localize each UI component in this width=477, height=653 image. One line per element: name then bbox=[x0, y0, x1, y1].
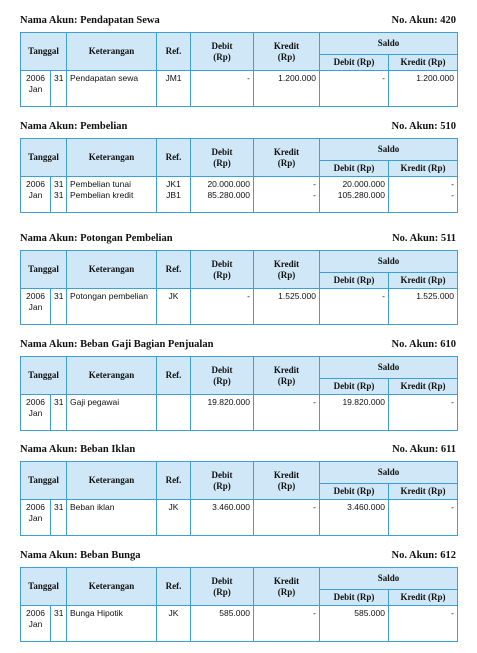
cell-ref bbox=[157, 177, 191, 213]
header-kredit-label: Kredit bbox=[273, 258, 300, 269]
entry-kredit: - bbox=[313, 608, 316, 618]
cell-saldo-debit bbox=[320, 71, 389, 107]
header-kredit-label: Kredit bbox=[273, 146, 300, 157]
account-name: Nama Akun: Beban Gaji Bagian Penjualan bbox=[20, 339, 214, 350]
cell-saldo-debit bbox=[320, 606, 389, 642]
entry-desc: Pendapatan sewa bbox=[70, 73, 139, 83]
cell-debit bbox=[191, 177, 254, 213]
account-header bbox=[20, 14, 456, 28]
cell-year-month bbox=[21, 395, 51, 431]
cell-kredit bbox=[254, 606, 320, 642]
header-ref: Ref. bbox=[157, 139, 191, 177]
header-saldo-kredit: Kredit (Rp) bbox=[389, 55, 458, 71]
entry-year: 2006 bbox=[26, 179, 45, 189]
entry-desc: Gaji pegawai bbox=[70, 397, 120, 407]
cell-year-month bbox=[21, 177, 51, 213]
header-ref: Ref. bbox=[157, 568, 191, 606]
header-kredit bbox=[254, 33, 320, 71]
cell-saldo-kredit bbox=[389, 289, 458, 325]
header-saldo-debit: Debit (Rp) bbox=[320, 161, 389, 177]
ledger-body bbox=[21, 289, 458, 325]
account-name: Nama Akun: Pendapatan Sewa bbox=[20, 15, 160, 26]
ledger-table bbox=[20, 461, 458, 536]
account-name: Nama Akun: Pembelian bbox=[20, 121, 128, 132]
ledger-table bbox=[20, 356, 458, 431]
header-debit-label: Debit bbox=[211, 258, 233, 269]
header-saldo-debit: Debit (Rp) bbox=[320, 484, 389, 500]
header-ref: Ref. bbox=[157, 251, 191, 289]
entry-ref: JK bbox=[168, 608, 179, 618]
header-debit bbox=[191, 251, 254, 289]
entry-desc: Potongan pembelian bbox=[70, 291, 148, 301]
entry-year: 2006 bbox=[26, 73, 45, 83]
cell-debit bbox=[191, 395, 254, 431]
entry-ref: JM1 bbox=[165, 73, 182, 83]
cell-keterangan bbox=[67, 606, 157, 642]
header-keterangan: Keterangan bbox=[67, 568, 157, 606]
account-header bbox=[20, 338, 456, 352]
entry-saldo-kredit: - bbox=[451, 179, 455, 189]
entry-day: 31 bbox=[54, 502, 64, 512]
ledger-body bbox=[21, 395, 458, 431]
entry-debit: 585.000 bbox=[219, 608, 250, 618]
header-debit bbox=[191, 357, 254, 395]
cell-day bbox=[51, 289, 67, 325]
header-saldo-kredit: Kredit (Rp) bbox=[389, 590, 458, 606]
cell-keterangan bbox=[67, 177, 157, 213]
table-row bbox=[21, 71, 458, 107]
header-debit-unit: (Rp) bbox=[213, 51, 231, 62]
entry-ref bbox=[160, 397, 187, 408]
entry-kredit: - bbox=[313, 502, 316, 512]
header-kredit-unit: (Rp) bbox=[277, 375, 296, 386]
entry-year: 2006 bbox=[26, 291, 45, 301]
entry-debit: 85.280.000 bbox=[207, 190, 250, 200]
cell-year-month bbox=[21, 606, 51, 642]
cell-keterangan bbox=[67, 395, 157, 431]
ledger-table bbox=[20, 32, 458, 107]
cell-saldo-debit bbox=[320, 177, 389, 213]
cell-saldo-kredit bbox=[389, 395, 458, 431]
header-kredit-label: Kredit bbox=[273, 469, 300, 480]
table-row bbox=[21, 395, 458, 431]
cell-year-month bbox=[21, 500, 51, 536]
header-debit-unit: (Rp) bbox=[213, 269, 231, 280]
entry-kredit: - bbox=[313, 190, 316, 200]
cell-kredit bbox=[254, 289, 320, 325]
cell-ref bbox=[157, 71, 191, 107]
entry-saldo-kredit: - bbox=[451, 190, 455, 200]
entry-saldo-debit: 105.280.000 bbox=[337, 190, 385, 200]
cell-saldo-debit bbox=[320, 500, 389, 536]
cell-debit bbox=[191, 71, 254, 107]
entry-kredit: 1.525.000 bbox=[278, 291, 316, 301]
entry-debit: 3.460.000 bbox=[212, 502, 250, 512]
cell-debit bbox=[191, 606, 254, 642]
account-name: Nama Akun: Potongan Pembelian bbox=[20, 233, 173, 244]
entry-year: 2006 bbox=[26, 502, 45, 512]
header-tanggal: Tanggal bbox=[21, 568, 67, 606]
header-debit-unit: (Rp) bbox=[213, 586, 231, 597]
ledger-body bbox=[21, 500, 458, 536]
account-name: Nama Akun: Beban Bunga bbox=[20, 550, 141, 561]
entry-saldo-kredit: 1.200.000 bbox=[416, 73, 455, 83]
header-debit-unit: (Rp) bbox=[213, 480, 231, 491]
cell-day bbox=[51, 177, 67, 213]
header-kredit bbox=[254, 462, 320, 500]
cell-saldo-kredit bbox=[389, 177, 458, 213]
ledger-body bbox=[21, 177, 458, 213]
cell-keterangan bbox=[67, 500, 157, 536]
header-saldo: Saldo bbox=[320, 139, 458, 161]
cell-saldo-kredit bbox=[389, 606, 458, 642]
header-saldo: Saldo bbox=[320, 568, 458, 590]
entry-saldo-kredit: - bbox=[451, 608, 455, 618]
table-row bbox=[21, 606, 458, 642]
header-saldo-debit: Debit (Rp) bbox=[320, 55, 389, 71]
cell-ref bbox=[157, 606, 191, 642]
header-saldo-kredit: Kredit (Rp) bbox=[389, 484, 458, 500]
header-saldo: Saldo bbox=[320, 33, 458, 55]
cell-day bbox=[51, 395, 67, 431]
entry-saldo-kredit: - bbox=[451, 397, 455, 407]
header-tanggal: Tanggal bbox=[21, 139, 67, 177]
header-debit bbox=[191, 33, 254, 71]
entry-saldo-debit: 3.460.000 bbox=[347, 502, 385, 512]
cell-day bbox=[51, 71, 67, 107]
header-debit-label: Debit bbox=[211, 40, 233, 51]
cell-keterangan bbox=[67, 289, 157, 325]
cell-ref bbox=[157, 500, 191, 536]
account-number: No. Akun: 610 bbox=[391, 339, 456, 350]
entry-debit: - bbox=[247, 73, 250, 83]
cell-day bbox=[51, 500, 67, 536]
ledger-table bbox=[20, 250, 458, 325]
header-saldo-debit: Debit (Rp) bbox=[320, 379, 389, 395]
cell-kredit bbox=[254, 500, 320, 536]
header-kredit bbox=[254, 139, 320, 177]
header-saldo-kredit: Kredit (Rp) bbox=[389, 273, 458, 289]
header-saldo-kredit: Kredit (Rp) bbox=[389, 379, 458, 395]
header-kredit-label: Kredit bbox=[273, 364, 300, 375]
header-debit-label: Debit bbox=[211, 146, 233, 157]
header-debit-unit: (Rp) bbox=[213, 375, 231, 386]
table-row bbox=[21, 289, 458, 325]
entry-debit: 19.820.000 bbox=[207, 397, 250, 407]
account-header bbox=[20, 232, 456, 246]
account-name: Nama Akun: Beban Iklan bbox=[20, 444, 136, 455]
header-tanggal: Tanggal bbox=[21, 462, 67, 500]
account-number: No. Akun: 511 bbox=[392, 233, 456, 244]
account-header bbox=[20, 549, 456, 563]
table-row bbox=[21, 177, 458, 213]
header-debit bbox=[191, 139, 254, 177]
header-kredit-label: Kredit bbox=[273, 40, 300, 51]
header-saldo-debit: Debit (Rp) bbox=[320, 590, 389, 606]
entry-ref: JK1 bbox=[166, 179, 181, 189]
account-header bbox=[20, 120, 456, 134]
entry-day: 31 bbox=[54, 190, 64, 200]
header-debit-label: Debit bbox=[211, 575, 233, 586]
header-saldo-debit: Debit (Rp) bbox=[320, 273, 389, 289]
entry-saldo-debit: - bbox=[382, 73, 385, 83]
account-number: No. Akun: 611 bbox=[392, 444, 456, 455]
entry-year: 2006 bbox=[26, 397, 45, 407]
header-keterangan: Keterangan bbox=[67, 357, 157, 395]
header-keterangan: Keterangan bbox=[67, 251, 157, 289]
cell-saldo-debit bbox=[320, 289, 389, 325]
entry-ref: JK bbox=[168, 502, 179, 512]
cell-saldo-debit bbox=[320, 395, 389, 431]
entry-day: 31 bbox=[54, 291, 64, 301]
header-kredit-unit: (Rp) bbox=[277, 51, 296, 62]
ledger-body bbox=[21, 606, 458, 642]
entry-desc: Pembelian tunai bbox=[70, 179, 131, 189]
cell-keterangan bbox=[67, 71, 157, 107]
entry-month: Jan bbox=[28, 84, 43, 94]
entry-desc: Pembelian kredit bbox=[70, 190, 134, 200]
entry-saldo-debit: 20.000.000 bbox=[342, 179, 385, 189]
entry-ref: JK bbox=[168, 291, 179, 301]
entry-month: Jan bbox=[28, 619, 43, 629]
cell-kredit bbox=[254, 177, 320, 213]
cell-debit bbox=[191, 500, 254, 536]
header-kredit bbox=[254, 357, 320, 395]
header-debit-unit: (Rp) bbox=[213, 157, 231, 168]
header-saldo: Saldo bbox=[320, 251, 458, 273]
entry-debit: - bbox=[247, 291, 250, 301]
cell-debit bbox=[191, 289, 254, 325]
account-number: No. Akun: 510 bbox=[391, 121, 456, 132]
cell-saldo-kredit bbox=[389, 71, 458, 107]
entry-year: 2006 bbox=[26, 608, 45, 618]
entry-month: Jan bbox=[28, 190, 43, 200]
entry-desc: Beban iklan bbox=[70, 502, 115, 512]
entry-ref: JB1 bbox=[166, 190, 181, 200]
header-ref: Ref. bbox=[157, 33, 191, 71]
cell-year-month bbox=[21, 71, 51, 107]
header-kredit-unit: (Rp) bbox=[277, 157, 296, 168]
ledger-body bbox=[21, 71, 458, 107]
header-tanggal: Tanggal bbox=[21, 33, 67, 71]
ledger-table bbox=[20, 567, 458, 642]
cell-kredit bbox=[254, 395, 320, 431]
entry-day: 31 bbox=[54, 73, 64, 83]
header-debit bbox=[191, 568, 254, 606]
entry-month: Jan bbox=[28, 408, 43, 418]
header-tanggal: Tanggal bbox=[21, 357, 67, 395]
header-keterangan: Keterangan bbox=[67, 462, 157, 500]
entry-debit: 20.000.000 bbox=[207, 179, 250, 189]
account-number: No. Akun: 420 bbox=[391, 15, 456, 26]
cell-day bbox=[51, 606, 67, 642]
header-kredit-label: Kredit bbox=[273, 575, 300, 586]
header-kredit bbox=[254, 251, 320, 289]
entry-kredit: - bbox=[313, 397, 316, 407]
header-debit-label: Debit bbox=[211, 364, 233, 375]
cell-kredit bbox=[254, 71, 320, 107]
entry-saldo-kredit: 1.525.000 bbox=[416, 291, 455, 301]
header-saldo: Saldo bbox=[320, 462, 458, 484]
header-kredit-unit: (Rp) bbox=[277, 269, 296, 280]
entry-saldo-kredit: - bbox=[451, 502, 455, 512]
ledger-table bbox=[20, 138, 458, 213]
entry-day: 31 bbox=[54, 397, 64, 407]
cell-ref bbox=[157, 395, 191, 431]
header-tanggal: Tanggal bbox=[21, 251, 67, 289]
header-kredit-unit: (Rp) bbox=[277, 586, 296, 597]
entry-month: Jan bbox=[28, 302, 43, 312]
entry-kredit: - bbox=[313, 179, 316, 189]
entry-saldo-debit: 585.000 bbox=[354, 608, 385, 618]
entry-kredit: 1.200.000 bbox=[278, 73, 316, 83]
entry-day: 31 bbox=[54, 608, 64, 618]
cell-ref bbox=[157, 289, 191, 325]
table-row bbox=[21, 500, 458, 536]
header-keterangan: Keterangan bbox=[67, 33, 157, 71]
entry-saldo-debit: 19.820.000 bbox=[342, 397, 385, 407]
entry-month: Jan bbox=[28, 513, 43, 523]
entry-saldo-debit: - bbox=[382, 291, 385, 301]
account-header bbox=[20, 443, 456, 457]
account-number: No. Akun: 612 bbox=[391, 550, 456, 561]
cell-saldo-kredit bbox=[389, 500, 458, 536]
entry-desc: Bunga Hipotik bbox=[70, 608, 123, 618]
header-ref: Ref. bbox=[157, 357, 191, 395]
header-ref: Ref. bbox=[157, 462, 191, 500]
header-kredit bbox=[254, 568, 320, 606]
header-saldo: Saldo bbox=[320, 357, 458, 379]
header-keterangan: Keterangan bbox=[67, 139, 157, 177]
header-saldo-kredit: Kredit (Rp) bbox=[389, 161, 458, 177]
header-kredit-unit: (Rp) bbox=[277, 480, 296, 491]
header-debit-label: Debit bbox=[211, 469, 233, 480]
entry-day: 31 bbox=[54, 179, 64, 189]
cell-year-month bbox=[21, 289, 51, 325]
header-debit bbox=[191, 462, 254, 500]
